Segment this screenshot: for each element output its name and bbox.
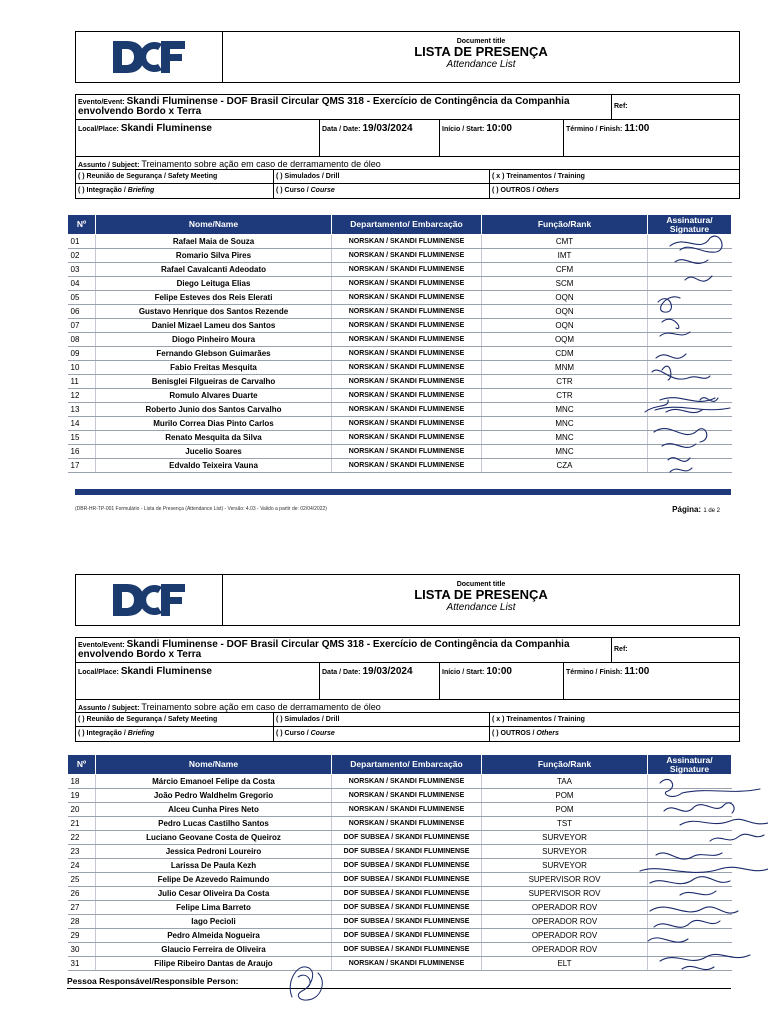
table-row [68,845,732,859]
row-signature [648,361,732,375]
row-rank: CTR [482,375,648,389]
row-rank: CDM [482,347,648,361]
row-number: 30 [68,943,96,957]
finish-label: Término / Finish: [566,126,623,133]
row-rank: CZA [482,459,648,473]
col-num: Nº [68,755,96,775]
row-name: Edvaldo Teixeira Vauna [96,459,332,473]
row-name: Renato Mesquita da Silva [96,431,332,445]
row-signature [648,319,732,333]
row-rank: SUPERVISOR ROV [482,887,648,901]
row-signature [648,333,732,347]
row-rank: SUPERVISOR ROV [482,873,648,887]
row-rank: SURVEYOR [482,845,648,859]
row-signature [648,235,732,249]
row-department: DOF SUBSEA / SKANDI FLUMINENSE [332,887,482,901]
row-number: 14 [68,417,96,431]
table-row [68,873,732,887]
row-name: Diego Leituga Elias [96,277,332,291]
attendance-table-page-2 [67,754,732,971]
row-department: DOF SUBSEA / SKANDI FLUMINENSE [332,929,482,943]
row-name: Pedro Almeida Nogueira [96,929,332,943]
option-course: ( ) Curso / Course [276,187,335,194]
start-label: Início / Start: [442,669,485,676]
col-dept: Departamento/ Embarcação [332,215,482,235]
table-row [68,957,732,971]
event-value: Skandi Fluminense - DOF Brasil Circular QMS 318 - Exercício de Contingência da Companhia envolvendo Bordo x Terra [78,96,570,117]
option-drill: ( ) Simulados / Drill [276,173,340,180]
row-name: Julio Cesar Oliveira Da Costa [96,887,332,901]
row-signature [648,831,732,845]
row-number: 02 [68,249,96,263]
row-department: NORSKAN / SKANDI FLUMINENSE [332,459,482,473]
row-name: Felipe Lima Barreto [96,901,332,915]
row-name: Murilo Correa Dias Pinto Carlos [96,417,332,431]
option-safety-meeting: ( ) Reunião de Segurança / Safety Meeting [78,716,218,723]
row-signature [648,775,732,789]
table-row [68,943,732,957]
row-department: DOF SUBSEA / SKANDI FLUMINENSE [332,845,482,859]
row-department: NORSKAN / SKANDI FLUMINENSE [332,431,482,445]
row-signature [648,803,732,817]
row-rank: OPERADOR ROV [482,929,648,943]
row-name: Luciano Geovane Costa de Queiroz [96,831,332,845]
row-department: NORSKAN / SKANDI FLUMINENSE [332,277,482,291]
table-row [68,389,732,403]
table-row [68,775,732,789]
col-name: Nome/Name [96,755,332,775]
row-department: DOF SUBSEA / SKANDI FLUMINENSE [332,943,482,957]
doc-title: LISTA DE PRESENÇA [414,587,548,602]
row-department: NORSKAN / SKANDI FLUMINENSE [332,403,482,417]
option-training: ( x ) Treinamentos / Training [492,716,585,723]
option-briefing: ( ) Integração / Briefing [78,730,155,737]
row-name: Rafael Cavalcanti Adeodato [96,263,332,277]
row-department: NORSKAN / SKANDI FLUMINENSE [332,347,482,361]
row-number: 06 [68,305,96,319]
row-number: 15 [68,431,96,445]
form-code: (DBR-HR-TP-001 Formulário - Lista de Presença (Attendance List) - Versão: 4.03 - Valido a partir de: 02/04/2022) [75,506,327,512]
subject-label: Assunto / Subject: [78,162,140,169]
local-label: Local/Place: [78,669,119,676]
row-signature [648,305,732,319]
row-name: Fernando Glebson Guimarães [96,347,332,361]
row-signature [648,389,732,403]
subject-label: Assunto / Subject: [78,705,140,712]
row-number: 20 [68,803,96,817]
row-department: NORSKAN / SKANDI FLUMINENSE [332,319,482,333]
ref-label: Ref: [614,646,628,653]
local-label: Local/Place: [78,126,119,133]
col-rank: Função/Rank [482,215,648,235]
col-dept: Departamento/ Embarcação [332,755,482,775]
footer-bar [75,489,731,495]
row-rank: CTR [482,389,648,403]
row-rank: OQN [482,291,648,305]
page-number: Página: 1 de 2 [672,505,720,514]
date-value: 19/03/2024 [362,123,413,134]
option-course: ( ) Curso / Course [276,730,335,737]
row-name: Larissa De Paula Kezh [96,859,332,873]
row-number: 25 [68,873,96,887]
row-department: NORSKAN / SKANDI FLUMINENSE [332,775,482,789]
row-rank: OQN [482,319,648,333]
row-signature [648,277,732,291]
row-number: 21 [68,817,96,831]
event-label: Evento/Event: [78,642,125,649]
row-name: Romulo Alvares Duarte [96,389,332,403]
row-number: 08 [68,333,96,347]
row-rank: TAA [482,775,648,789]
row-signature [648,887,732,901]
row-department: DOF SUBSEA / SKANDI FLUMINENSE [332,873,482,887]
table-row [68,831,732,845]
dof-logo [76,32,223,82]
row-rank: IMT [482,249,648,263]
table-row [68,445,732,459]
row-number: 23 [68,845,96,859]
row-signature [648,431,732,445]
row-number: 17 [68,459,96,473]
table-header-row [68,755,732,775]
row-signature [648,249,732,263]
row-number: 22 [68,831,96,845]
row-number: 12 [68,389,96,403]
row-name: Glaucio Ferreira de Oliveira [96,943,332,957]
row-department: NORSKAN / SKANDI FLUMINENSE [332,291,482,305]
row-rank: OPERADOR ROV [482,901,648,915]
doc-subtitle: Attendance List [446,602,516,613]
responsible-person-line [67,988,731,989]
option-others: ( ) OUTROS / Others [492,187,559,194]
row-rank: POM [482,789,648,803]
row-number: 28 [68,915,96,929]
row-department: NORSKAN / SKANDI FLUMINENSE [332,817,482,831]
row-department: NORSKAN / SKANDI FLUMINENSE [332,305,482,319]
row-department: DOF SUBSEA / SKANDI FLUMINENSE [332,859,482,873]
row-number: 18 [68,775,96,789]
row-rank: MNC [482,403,648,417]
option-safety-meeting: ( ) Reunião de Segurança / Safety Meeting [78,173,218,180]
row-department: NORSKAN / SKANDI FLUMINENSE [332,957,482,971]
row-number: 05 [68,291,96,305]
row-signature [648,417,732,431]
finish-value: 11:00 [624,123,650,134]
row-signature [648,445,732,459]
row-department: NORSKAN / SKANDI FLUMINENSE [332,417,482,431]
doc-title: LISTA DE PRESENÇA [414,44,548,59]
row-signature [648,459,732,473]
attendance-sheet-page-2 [0,543,768,1024]
row-number: 01 [68,235,96,249]
row-rank: MNC [482,417,648,431]
row-name: Felipe De Azevedo Raimundo [96,873,332,887]
dof-logo [76,575,223,625]
row-name: Felipe Esteves dos Reis Elerati [96,291,332,305]
table-row [68,901,732,915]
subject-value: Treinamento sobre ação em caso de derramamento de óleo [141,702,381,712]
table-row [68,249,732,263]
responsible-person-label: Pessoa Responsável/Responsible Person: [67,976,239,986]
option-drill: ( ) Simulados / Drill [276,716,340,723]
table-row [68,403,732,417]
table-row [68,803,732,817]
row-signature [648,789,732,803]
table-row [68,431,732,445]
row-signature [648,347,732,361]
row-name: Márcio Emanoel Felipe da Costa [96,775,332,789]
row-number: 11 [68,375,96,389]
date-label: Data / Date: [322,669,361,676]
row-department: NORSKAN / SKANDI FLUMINENSE [332,803,482,817]
row-signature [648,817,732,831]
table-header-row [68,215,732,235]
date-label: Data / Date: [322,126,361,133]
row-name: Gustavo Henrique dos Santos Rezende [96,305,332,319]
row-signature [648,943,732,957]
col-signature: Assinatura/ Signature [648,755,732,775]
table-row [68,817,732,831]
dof-logo-icon [111,581,187,619]
row-name: Filipe Ribeiro Dantas de Araujo [96,957,332,971]
table-row [68,347,732,361]
row-name: Benisglei Filgueiras de Carvalho [96,375,332,389]
row-name: Fabio Freitas Mesquita [96,361,332,375]
start-label: Início / Start: [442,126,485,133]
row-name: Alceu Cunha Pires Neto [96,803,332,817]
table-row [68,929,732,943]
row-department: NORSKAN / SKANDI FLUMINENSE [332,361,482,375]
row-signature [648,915,732,929]
event-label: Evento/Event: [78,99,125,106]
attendance-table-page-1 [67,214,732,473]
table-row [68,277,732,291]
row-name: Rafael Maia de Souza [96,235,332,249]
local-value: Skandi Fluminense [120,123,212,134]
row-number: 03 [68,263,96,277]
doc-subtitle: Attendance List [446,59,516,70]
table-row [68,915,732,929]
row-number: 26 [68,887,96,901]
row-signature [648,375,732,389]
col-name: Nome/Name [96,215,332,235]
row-department: DOF SUBSEA / SKANDI FLUMINENSE [332,831,482,845]
row-rank: CMT [482,235,648,249]
row-department: NORSKAN / SKANDI FLUMINENSE [332,333,482,347]
row-signature [648,845,732,859]
row-name: João Pedro Waldhelm Gregorio [96,789,332,803]
local-value: Skandi Fluminense [120,666,212,677]
row-number: 29 [68,929,96,943]
event-info-block [75,94,740,199]
ref-label: Ref: [614,103,628,110]
row-department: NORSKAN / SKANDI FLUMINENSE [332,789,482,803]
table-row [68,859,732,873]
start-value: 10:00 [486,666,512,677]
row-department: NORSKAN / SKANDI FLUMINENSE [332,249,482,263]
table-row [68,361,732,375]
row-rank: SURVEYOR [482,831,648,845]
row-rank: OPERADOR ROV [482,943,648,957]
row-rank: SCM [482,277,648,291]
event-info-block [75,637,740,742]
row-department: NORSKAN / SKANDI FLUMINENSE [332,389,482,403]
row-number: 24 [68,859,96,873]
col-num: Nº [68,215,96,235]
table-row [68,887,732,901]
row-number: 07 [68,319,96,333]
option-training: ( x ) Treinamentos / Training [492,173,585,180]
document-header [75,31,740,83]
row-rank: TST [482,817,648,831]
document-header [75,574,740,626]
option-others: ( ) OUTROS / Others [492,730,559,737]
option-briefing: ( ) Integração / Briefing [78,187,155,194]
row-rank: MNM [482,361,648,375]
row-signature [648,263,732,277]
row-name: Romario Silva Pires [96,249,332,263]
row-rank: OPERADOR ROV [482,915,648,929]
date-value: 19/03/2024 [362,666,413,677]
table-row [68,417,732,431]
row-number: 13 [68,403,96,417]
row-number: 04 [68,277,96,291]
table-row [68,319,732,333]
row-number: 16 [68,445,96,459]
start-value: 10:00 [486,123,512,134]
finish-label: Término / Finish: [566,669,623,676]
finish-value: 11:00 [624,666,650,677]
doc-title-label: Document title [456,581,506,588]
row-name: Pedro Lucas Castilho Santos [96,817,332,831]
row-rank: MNC [482,431,648,445]
row-name: Jessica Pedroni Loureiro [96,845,332,859]
col-rank: Função/Rank [482,755,648,775]
row-name: Diogo Pinheiro Moura [96,333,332,347]
row-signature [648,957,732,971]
row-rank: ELT [482,957,648,971]
row-department: DOF SUBSEA / SKANDI FLUMINENSE [332,901,482,915]
table-row [68,305,732,319]
dof-logo-icon [111,38,187,76]
row-signature [648,859,732,873]
row-number: 10 [68,361,96,375]
table-row [68,333,732,347]
row-signature [648,403,732,417]
table-row [68,291,732,305]
table-row [68,375,732,389]
table-row [68,263,732,277]
row-rank: SURVEYOR [482,859,648,873]
row-name: Roberto Junio dos Santos Carvalho [96,403,332,417]
row-rank: CFM [482,263,648,277]
row-signature [648,929,732,943]
row-rank: MNC [482,445,648,459]
row-number: 27 [68,901,96,915]
row-department: NORSKAN / SKANDI FLUMINENSE [332,445,482,459]
event-value: Skandi Fluminense - DOF Brasil Circular QMS 318 - Exercício de Contingência da Companhia envolvendo Bordo x Terra [78,639,570,660]
row-signature [648,291,732,305]
row-department: DOF SUBSEA / SKANDI FLUMINENSE [332,915,482,929]
row-department: NORSKAN / SKANDI FLUMINENSE [332,235,482,249]
row-department: NORSKAN / SKANDI FLUMINENSE [332,263,482,277]
subject-value: Treinamento sobre ação em caso de derramamento de óleo [141,159,381,169]
row-signature [648,901,732,915]
table-row [68,789,732,803]
row-rank: OQM [482,333,648,347]
row-rank: OQN [482,305,648,319]
row-department: NORSKAN / SKANDI FLUMINENSE [332,375,482,389]
row-rank: POM [482,803,648,817]
col-signature: Assinatura/ Signature [648,215,732,235]
table-row [68,235,732,249]
row-signature [648,873,732,887]
doc-title-label: Document title [456,38,506,45]
row-number: 31 [68,957,96,971]
row-name: Jucelio Soares [96,445,332,459]
table-row [68,459,732,473]
row-name: Iago Pecioli [96,915,332,929]
row-number: 19 [68,789,96,803]
row-name: Daniel Mizael Lameu dos Santos [96,319,332,333]
row-number: 09 [68,347,96,361]
